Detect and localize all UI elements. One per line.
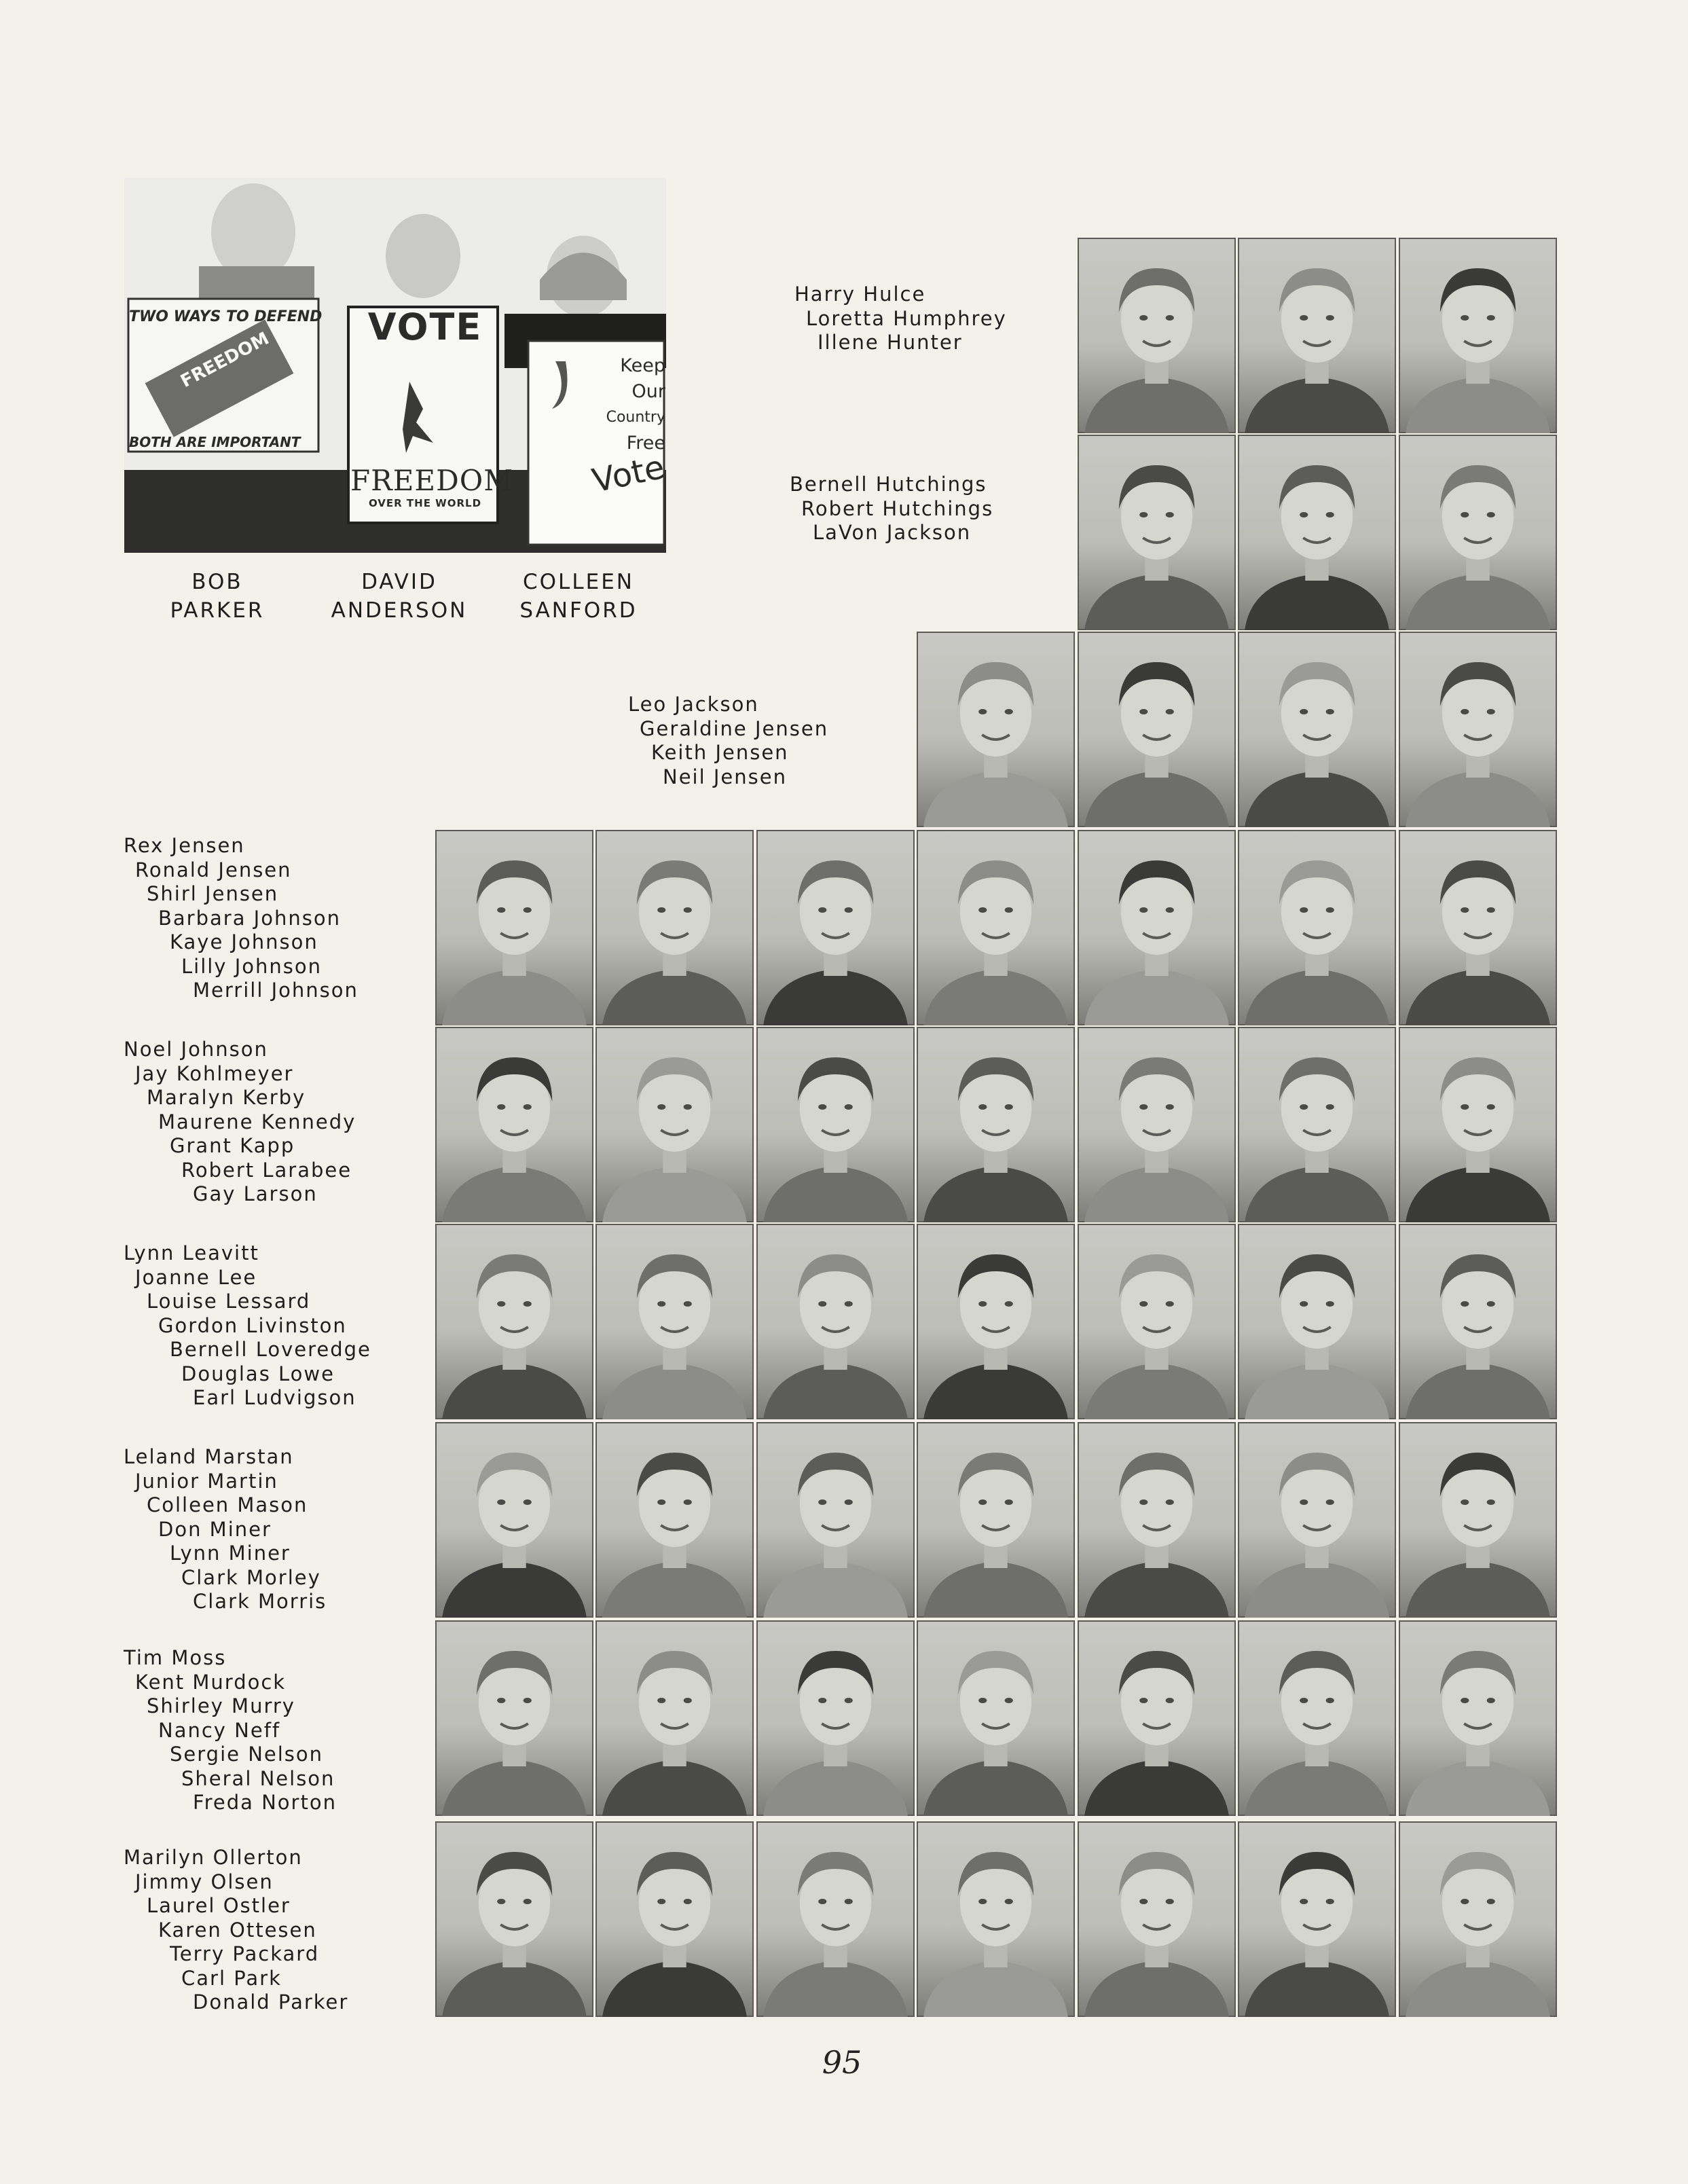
student-portrait [1399,1821,1557,2017]
student-name: Neil Jensen [663,765,787,788]
student-portrait [1078,830,1236,1025]
student-name: Keith Jensen [651,741,789,764]
student-name: Joanne Lee [135,1265,257,1289]
page-number: 95 [822,2044,862,2081]
student-name: Freda Norton [193,1791,337,1814]
poster-middle-line-1: VOTE [367,306,483,348]
student-portrait [435,1224,593,1419]
student-name: Sheral Nelson [181,1766,335,1790]
student-portrait [1078,632,1236,827]
student-portrait [917,1027,1075,1222]
student-name: Laurel Ostler [147,1894,291,1917]
name-list [794,283,1007,355]
student-name: Maurene Kennedy [158,1110,356,1133]
student-name: Don Miner [158,1517,272,1541]
student-name: Illene Hunter [818,331,963,354]
caption-line: COLLEEN [523,570,634,594]
student-portrait [917,1224,1075,1419]
caption-line: ANDERSON [331,598,468,623]
student-name: Louise Lessard [147,1290,311,1313]
student-name: Karen Ottesen [158,1918,317,1942]
student-portrait [1238,1620,1396,1816]
name-list [124,1038,356,1207]
student-name: Sergie Nelson [170,1743,324,1766]
student-portrait [917,1620,1075,1816]
student-portrait [1399,632,1557,827]
student-portrait [595,1821,754,2017]
student-portrait [1078,1620,1236,1816]
poster-middle-line-2: FREEDOM [350,464,514,497]
student-name: Tim Moss [124,1646,227,1669]
student-portrait [1238,435,1396,630]
name-list [628,693,828,789]
student-portrait [1399,1224,1557,1419]
student-portrait [1399,238,1557,433]
student-name: Robert Larabee [181,1158,352,1182]
poster-left-line-2: FREEDOM [177,328,273,393]
poster-right-line-4: Free [626,433,665,454]
student-portrait [1238,1422,1396,1618]
student-portrait [1238,632,1396,827]
student-portrait [917,830,1075,1025]
caption-bob-parker [143,568,292,625]
student-name: Marilyn Ollerton [124,1846,303,1869]
student-portrait [1238,1821,1396,2017]
student-name: Kaye Johnson [170,930,318,953]
student-name: Shirley Murry [147,1694,295,1717]
student-portrait [435,1620,593,1816]
student-name: Leland Marstan [124,1445,294,1468]
student-portrait [435,830,593,1025]
caption-line: SANFORD [519,598,638,623]
student-portrait [1238,830,1396,1025]
student-name: Douglas Lowe [181,1362,335,1385]
poster-right-line-2: Our [631,381,665,402]
student-portrait [1238,238,1396,433]
student-portrait [1399,435,1557,630]
student-name: Shirl Jensen [147,882,279,905]
student-portrait [435,1027,593,1222]
poster-right-line-1: Keep [620,355,665,376]
student-portrait [756,1224,915,1419]
student-name: Rex Jensen [124,834,245,857]
student-portrait [1399,1620,1557,1816]
student-portrait [917,1422,1075,1618]
student-portrait [435,1422,593,1618]
student-name: Ronald Jensen [135,858,292,881]
student-name: Junior Martin [135,1469,278,1493]
student-portrait [435,1821,593,2017]
student-name: Carl Park [181,1966,282,1990]
student-name: Noel Johnson [124,1038,268,1061]
caption-line: DAVID [361,570,437,594]
student-portrait [1078,1224,1236,1419]
student-name: Merrill Johnson [193,979,359,1002]
student-name: Grant Kapp [170,1134,295,1157]
poster-right-line-3: Country [606,409,665,426]
student-portrait [756,1422,915,1618]
student-portrait [917,632,1075,827]
student-portrait [1238,1027,1396,1222]
student-name: Nancy Neff [158,1718,281,1742]
student-name: LaVon Jackson [813,521,972,544]
poster-left-line-3: BOTH ARE IMPORTANT [129,434,301,450]
student-name: Leo Jackson [628,693,759,716]
poster-left-text [129,307,326,452]
caption-line: BOB [191,570,243,594]
student-portrait [1238,1224,1396,1419]
caption-colleen-sanford [504,568,653,625]
student-portrait [756,1620,915,1816]
student-name: Terry Packard [170,1942,320,1965]
student-name: Jay Kohlmeyer [135,1061,294,1085]
caption-line: PARKER [170,598,265,623]
caption-david-anderson [318,568,481,625]
student-portrait [756,830,915,1025]
student-portrait [1399,1422,1557,1618]
student-name: Earl Ludvigson [193,1386,356,1409]
student-name: Harry Hulce [794,283,926,306]
student-portrait [1078,238,1236,433]
student-portrait [756,1821,915,2017]
student-portrait [595,1027,754,1222]
name-list [124,834,359,1003]
name-list [790,473,993,545]
name-list [124,1241,371,1410]
student-name: Kent Murdock [135,1670,287,1694]
student-name: Barbara Johnson [158,906,341,930]
student-portrait [1078,1027,1236,1222]
student-name: Lynn Miner [170,1542,291,1565]
name-list [124,1646,337,1815]
student-name: Maralyn Kerby [147,1086,306,1109]
student-portrait [595,1224,754,1419]
student-portrait [1078,435,1236,630]
student-name: Bernell Hutchings [790,473,987,496]
student-portrait [595,830,754,1025]
student-portrait [1399,1027,1557,1222]
student-portrait [595,1620,754,1816]
student-portrait [756,1027,915,1222]
poster-right-line-5: Vote [589,448,668,500]
student-name: Bernell Loveredge [170,1338,371,1361]
student-name: Lynn Leavitt [124,1241,259,1264]
student-portrait [1078,1422,1236,1618]
poster-middle-line-3: OVER THE WORLD [368,497,482,509]
student-name: Clark Morris [193,1590,327,1613]
name-list [124,1445,327,1614]
student-portrait [595,1422,754,1618]
student-name: Clark Morley [181,1565,321,1589]
poster-left-line-1: TWO WAYS TO DEFEND [129,308,323,325]
student-name: Loretta Humphrey [806,306,1007,330]
student-name: Colleen Mason [147,1493,308,1516]
student-name: Robert Hutchings [801,496,994,520]
student-name: Gordon Livinston [158,1313,347,1337]
student-name: Donald Parker [193,1990,349,2014]
student-name: Geraldine Jensen [640,716,829,740]
poster-right-text [577,353,668,500]
student-name: Jimmy Olsen [135,1870,274,1893]
student-portrait [1078,1821,1236,2017]
poster-middle-text [350,306,514,509]
student-name: Gay Larson [193,1182,318,1205]
student-portrait [917,1821,1075,2017]
name-list [124,1846,348,2015]
student-name: Lilly Johnson [181,954,322,978]
student-portrait [1399,830,1557,1025]
